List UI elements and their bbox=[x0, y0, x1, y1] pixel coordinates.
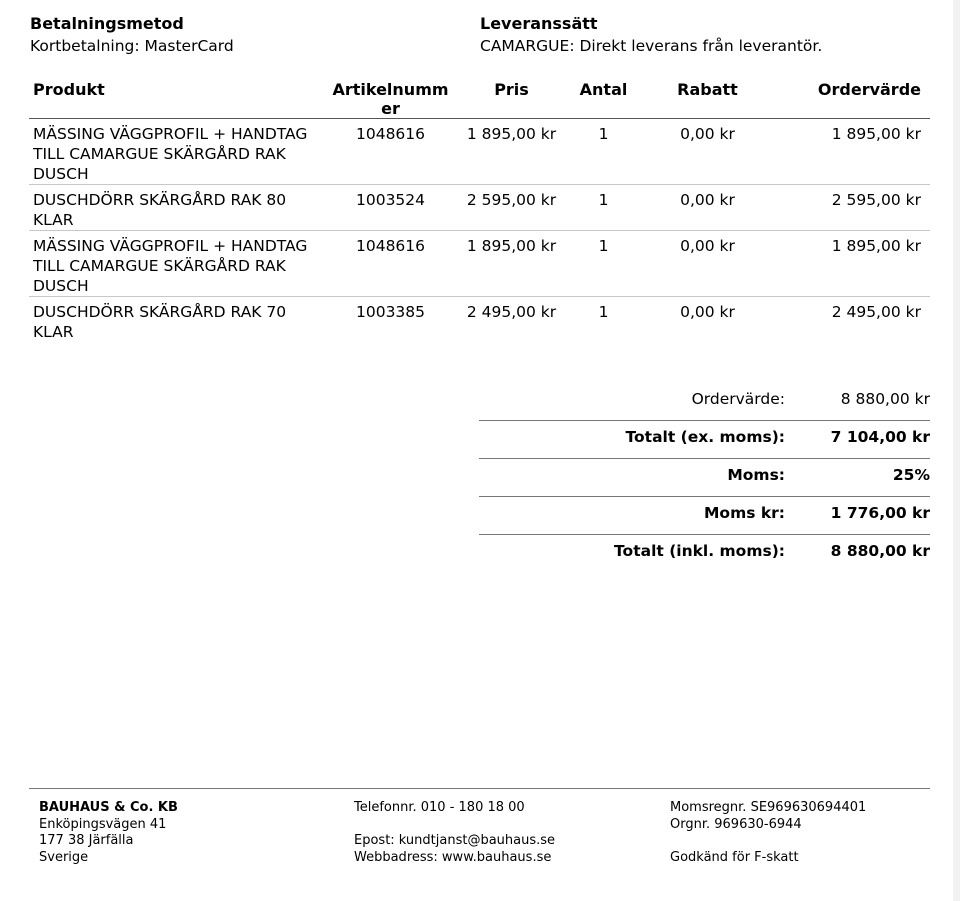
totals-value: 8 880,00 kr bbox=[830, 542, 930, 560]
totals-label: Moms kr: bbox=[704, 504, 785, 522]
column-header-quantity: Antal bbox=[566, 79, 641, 119]
cell-product: MÄSSING VÄGGPROFIL + HANDTAG TILL CAMARGUE SKÄRGÅRD RAK DUSCH bbox=[29, 231, 324, 297]
cell-discount: 0,00 kr bbox=[680, 303, 735, 321]
cell-order-value: 2 495,00 kr bbox=[831, 303, 921, 321]
cell-price: 2 595,00 kr bbox=[457, 185, 566, 231]
column-header-article-number: Artikelnumm er bbox=[324, 79, 457, 119]
footer-contact bbox=[354, 800, 555, 866]
totals-row-total-inc-vat bbox=[479, 535, 930, 572]
cell-quantity: 1 bbox=[566, 119, 641, 185]
company-city: 177 38 Järfälla bbox=[39, 833, 134, 848]
delivery-method-value: CAMARGUE: Direkt leverans från leverantör. bbox=[480, 37, 823, 55]
totals-label: Totalt (inkl. moms): bbox=[614, 542, 785, 560]
totals-row-vat-amount bbox=[479, 497, 930, 535]
cell-quantity: 1 bbox=[566, 231, 641, 297]
f-tax-approval: Godkänd för F-skatt bbox=[670, 849, 799, 865]
company-web: Webbadress: www.bauhaus.se bbox=[354, 849, 552, 865]
order-items-table bbox=[29, 79, 930, 343]
cell-article-number: 1003385 bbox=[355, 303, 426, 321]
cell-product: DUSCHDÖRR SKÄRGÅRD RAK 80 KLAR bbox=[29, 185, 324, 231]
cell-discount: 0,00 kr bbox=[641, 185, 774, 231]
company-country: Sverige bbox=[39, 849, 89, 865]
totals-label: Ordervärde: bbox=[691, 390, 785, 408]
company-name: BAUHAUS & Co. KB bbox=[39, 800, 178, 815]
footer-address bbox=[39, 800, 178, 866]
table-header-row bbox=[29, 79, 930, 119]
column-header-discount: Rabatt bbox=[641, 79, 774, 119]
cell-product: DUSCHDÖRR SKÄRGÅRD RAK 70 KLAR bbox=[33, 303, 287, 341]
totals-row-order-value bbox=[479, 383, 930, 421]
cell-discount: 0,00 kr bbox=[641, 231, 774, 297]
company-email: Epost: kundtjanst@bauhaus.se bbox=[354, 833, 556, 848]
totals-value: 7 104,00 kr bbox=[830, 428, 930, 446]
company-phone: Telefonnr. 010 - 180 18 00 bbox=[354, 800, 525, 815]
cell-price: 1 895,00 kr bbox=[457, 231, 566, 297]
payment-method-value: Kortbetalning: MasterCard bbox=[30, 37, 234, 55]
cell-discount: 0,00 kr bbox=[641, 119, 774, 185]
table-row bbox=[29, 119, 930, 185]
delivery-method-label: Leveranssätt bbox=[480, 14, 598, 33]
table-row bbox=[29, 231, 930, 297]
cell-article-number: 1003524 bbox=[324, 185, 457, 231]
cell-order-value: 1 895,00 kr bbox=[774, 231, 930, 297]
payment-method-label: Betalningsmetod bbox=[30, 14, 184, 33]
cell-price: 1 895,00 kr bbox=[457, 119, 566, 185]
totals-summary bbox=[479, 383, 930, 572]
cell-article-number: 1048616 bbox=[324, 119, 457, 185]
totals-row-vat-rate bbox=[479, 459, 930, 497]
cell-price: 2 495,00 kr bbox=[466, 303, 557, 321]
table-row bbox=[29, 297, 930, 343]
totals-label: Moms: bbox=[727, 466, 785, 484]
column-header-order-value: Ordervärde bbox=[774, 79, 930, 119]
table-row bbox=[29, 185, 930, 231]
totals-value: 8 880,00 kr bbox=[840, 390, 930, 408]
cell-quantity: 1 bbox=[566, 185, 641, 231]
totals-label: Totalt (ex. moms): bbox=[625, 428, 785, 446]
cell-order-value: 2 595,00 kr bbox=[774, 185, 930, 231]
cell-quantity: 1 bbox=[598, 303, 609, 321]
cell-product: MÄSSING VÄGGPROFIL + HANDTAG TILL CAMARGUE SKÄRGÅRD RAK DUSCH bbox=[29, 119, 324, 185]
column-header-product: Produkt bbox=[29, 79, 324, 119]
totals-row-total-ex-vat bbox=[479, 421, 930, 459]
company-street: Enköpingsvägen 41 bbox=[39, 816, 167, 832]
column-header-price: Pris bbox=[457, 79, 566, 119]
totals-value: 25% bbox=[892, 466, 930, 484]
cell-order-value: 1 895,00 kr bbox=[774, 119, 930, 185]
footer-divider bbox=[29, 788, 930, 789]
totals-value: 1 776,00 kr bbox=[830, 504, 930, 522]
footer-registration bbox=[670, 800, 866, 866]
cell-article-number: 1048616 bbox=[324, 231, 457, 297]
org-number: Orgnr. 969630-6944 bbox=[670, 816, 802, 832]
vat-number: Momsregnr. SE969630694401 bbox=[670, 800, 867, 815]
